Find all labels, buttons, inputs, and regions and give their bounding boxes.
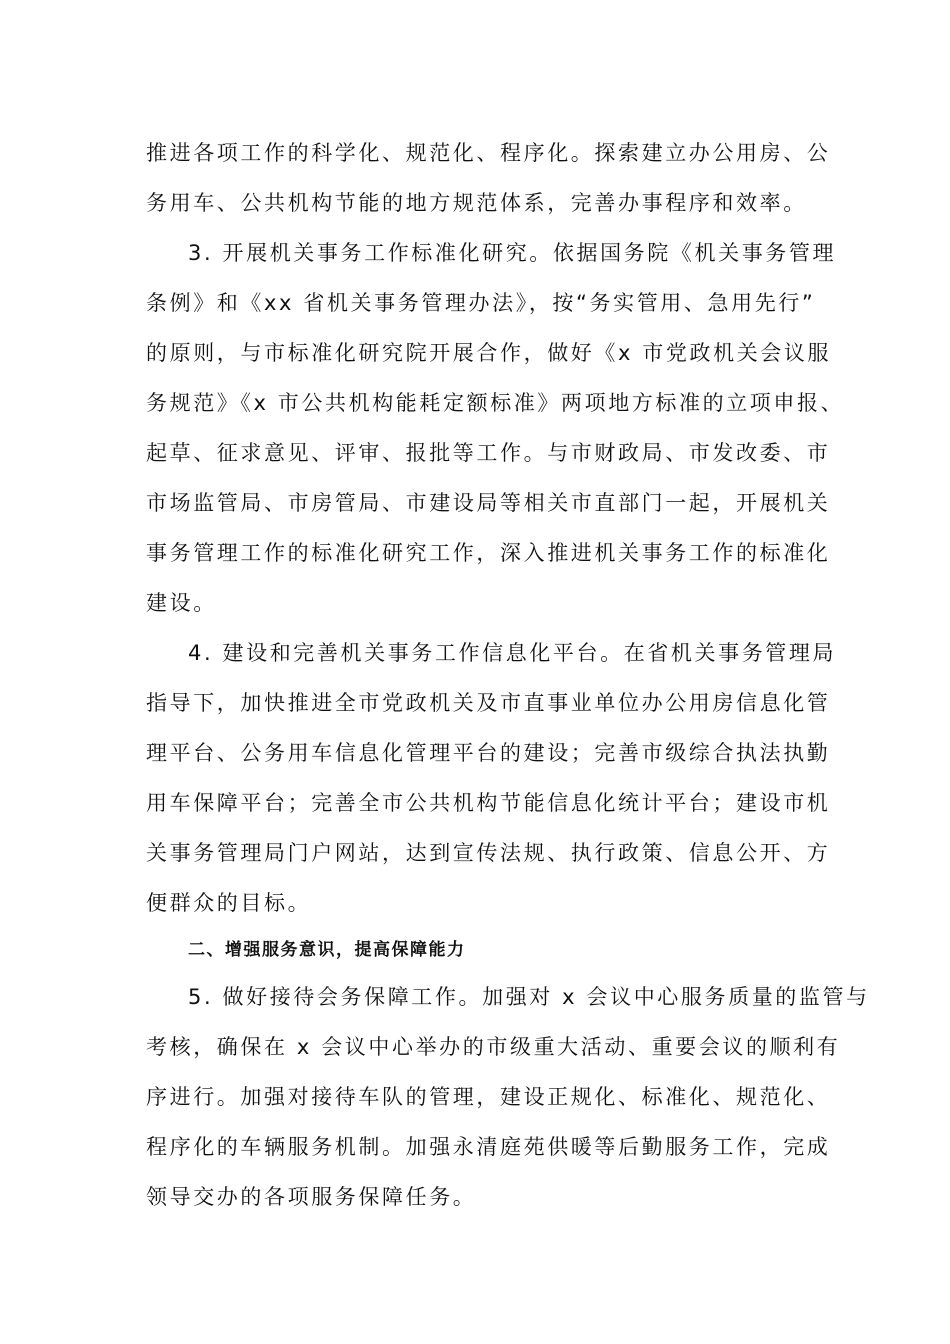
document-body (146, 128, 870, 1222)
text-line: 关事务管理局门户网站，达到宣传法规、执行政策、信息公开、方 (146, 841, 831, 865)
text-line: 程序化的车辆服务机制。加强永清庭苑供暖等后勤服务工作，完成 (146, 1135, 831, 1159)
paragraph-item-5 (146, 972, 870, 1222)
text-line: 市场监管局、市房管局、市建设局等相关市直部门一起，开展机关 (146, 491, 831, 515)
text-line: 务用车、公共机构节能的地方规范体系，完善办事程序和效率。 (146, 191, 807, 215)
heading-line: 二、增强服务意识，提高保障能力 (188, 940, 466, 960)
text-line: 务规范》《x 市公共机构能耗定额标准》两项地方标准的立项申报、 (146, 391, 845, 415)
text-line: 的原则，与市标准化研究院开展合作，做好《x 市党政机关会议服 (146, 341, 832, 365)
paragraph-item-3 (146, 228, 845, 628)
paragraph-intro (146, 128, 831, 228)
text-line: 序进行。加强对接待车队的管理，建设正规化、标准化、规范化、 (146, 1085, 831, 1109)
text-line: 条例》和《xx 省机关事务管理办法》，按“务实管用、急用先行” (146, 291, 816, 315)
text-line: 推进各项工作的科学化、规范化、程序化。探索建立办公用房、公 (146, 141, 831, 165)
text-line: 4. 建设和完善机关事务工作信息化平台。在省机关事务管理局 (188, 641, 837, 665)
text-line: 事务管理工作的标准化研究工作，深入推进机关事务工作的标准化 (146, 541, 831, 565)
text-line: 考核，确保在 x 会议中心举办的市级重大活动、重要会议的顺利有 (146, 1035, 841, 1059)
text-line: 指导下，加快推进全市党政机关及市直事业单位办公用房信息化管 (146, 691, 831, 715)
text-line: 建设。 (146, 591, 217, 615)
paragraph-item-4 (146, 628, 837, 928)
text-line: 用车保障平台；完善全市公共机构节能信息化统计平台；建设市机 (146, 791, 831, 815)
text-line: 3. 开展机关事务工作标准化研究。依据国务院《机关事务管理 (188, 241, 837, 265)
section-heading (146, 928, 806, 972)
text-line: 理平台、公务用车信息化管理平台的建设；完善市级综合执法执勤 (146, 741, 831, 765)
text-line: 起草、征求意见、评审、报批等工作。与市财政局、市发改委、市 (146, 441, 831, 465)
text-line: 便群众的目标。 (146, 891, 312, 915)
text-line: 领导交办的各项服务保障任务。 (146, 1185, 477, 1209)
text-line: 5. 做好接待会务保障工作。加强对 x 会议中心服务质量的监管与 (188, 985, 870, 1009)
